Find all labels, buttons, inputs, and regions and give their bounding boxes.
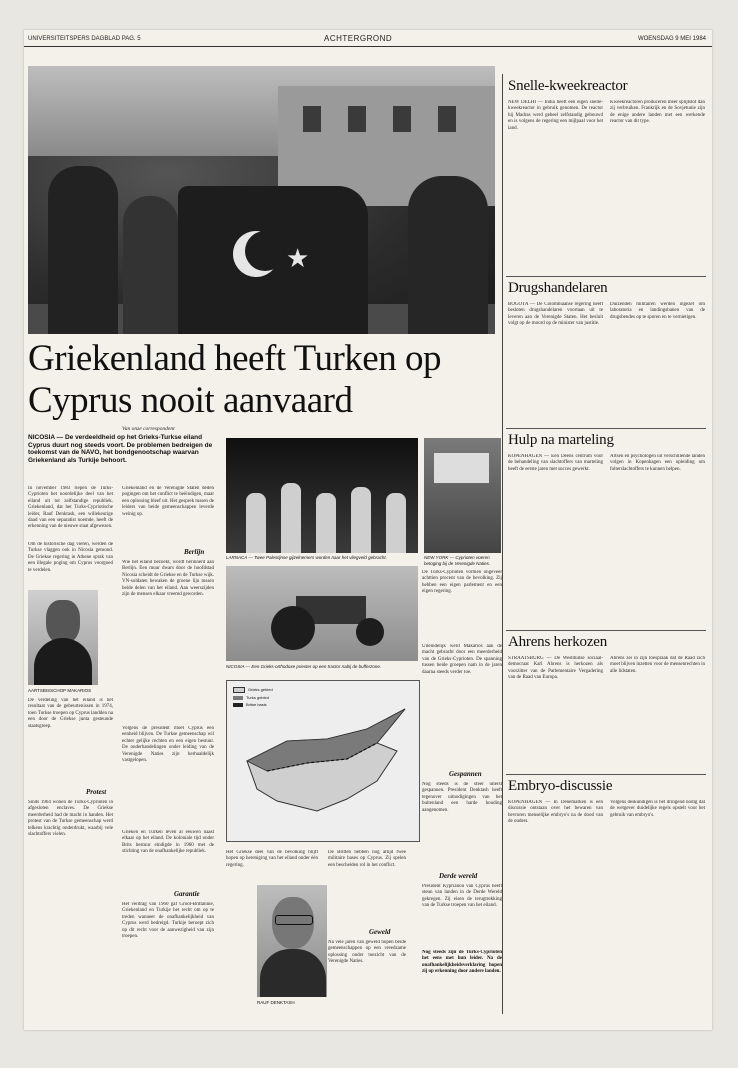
article-drugs-right: Duizenden militairen werden ingezet om laboratoria en landingsbanen van de drugsbendes op te sporen en te vernietigen. — [610, 302, 705, 320]
col1-text-mid: Om de historische dag vieren, werden de Turkse vlaggen ook in Nicosia getoond. De Griekse regering in Athene sprak van een illegale poging om Cyprus voorgoed te verdelen. — [28, 542, 113, 573]
photo-makarios — [28, 590, 98, 685]
article-hulp-right: Artsen en psychologen uit verschillende landen volgen in Kopenhagen een opleiding om folterslachtoffers te kunnen helpen. — [610, 454, 705, 472]
subhead-berlijn: Berlijn — [184, 548, 205, 556]
title-ahrens-herkozen: Ahrens herkozen — [508, 634, 608, 650]
col3-text-bold: Nog steeds zijn de Turks-Cyprioten het eens met hun leider. Na de onafhankelijkheidsverklaring hopen zij op erkenning door andere landen. — [422, 950, 502, 975]
legend-item-greek: Grieks gebied — [233, 687, 273, 693]
photo-denktash — [257, 885, 327, 997]
lead-paragraph: NICOSIA — De verdeeldheid op het Grieks-Turkse eiland Cyprus duurt nog steeds voort. De problemen bedreigen de toekomst van de NAVO, het bondgenootschap waarvan Griekenland als Turkije behoort. — [28, 434, 213, 464]
article-ahrens-right: Ahrens zei in zijn toespraak dat de Raad zich moet blijven inzetten voor de mensenrechten in alle lidstaten. — [610, 656, 705, 674]
main-headline: Griekenland heeft Turken op Cyprus nooit aanvaard — [28, 338, 441, 421]
col2-text-berlijn: Wie het eiland bezoekt, wordt herinnerd aan Berlijn. Een muur dwars door de hoofdstad Nicosia scheidt de Griekse en de Turkse wijk. VN-soldaten bewaken de groene lijn tussen beide delen van het eiland. Aan weerszijden zijn de mensen elkaar vreemd geworden. — [122, 560, 214, 598]
article-embryo-left: KOPENHAGEN — In Denemarken is een discussie ontstaan over het bewaren van bevroren menselijke embryo's na de dood van de ouders. — [508, 800, 603, 825]
main-photo-flag — [28, 66, 495, 334]
col2-text-top: Griekenland en de Verenigde Staten deden pogingen om het conflict te beëindigen, maar een oplossing bleef uit. Het gesprek tussen de leiders van beide gemeenschappen leverde weinig op. — [122, 486, 214, 517]
correspondent-line: Van onze correspondent — [122, 426, 175, 432]
photo-newyork — [424, 438, 501, 553]
photo-larnaca — [226, 438, 418, 553]
legend-item-turkish: Turks gebied — [233, 695, 273, 700]
legend-item-british: Britse basis — [233, 702, 273, 707]
sidebar-separator — [506, 276, 706, 277]
subhead-geweld: Geweld — [369, 928, 391, 936]
col2b-text-geweld: Na vele jaren van geweld hopen beide gemeenschappen op een vreedzame oplossing onder toezicht van de Verenigde Naties. — [328, 940, 406, 965]
subhead-gespannen: Gespannen — [449, 770, 482, 778]
sidebar-separator — [506, 630, 706, 631]
sidebar-separator — [506, 428, 706, 429]
article-kweek-right: Kweekreactoren produceren meer splijtstof dan zij verbruiken. Frankrijk en de Sovjetunie zijn de enige andere landen met een werkende reactor van dit type. — [610, 100, 705, 125]
caption-makarios: AARTSBISSCHOP MAKARIOS — [28, 688, 92, 693]
article-hulp-left: KOPENHAGEN — Een Deens centrum voor de behandeling van slachtoffers van marteling heeft de eerste jaren met succes gewerkt. — [508, 454, 603, 472]
col1-text-top: In november 1983 riepen de Turks-Cyprioten het noordelijke deel van het eiland uit tot zelfstandige republiek. Griekenland, dat het Turks-Cypriotische leider, Rauf Denktash, een willekeurige daad van een separatist noemde, heeft de erkenning van de nieuwe staat afgewezen. — [28, 486, 113, 530]
header-left: UNIVERSITEITSPERS DAGBLAD PAG. 5 — [28, 36, 141, 42]
sidebar-divider — [502, 74, 503, 1014]
caption-larnaca: LARNACA — Twee Palestijnse gijzelnemers worden naar het vliegveld gebracht. — [226, 555, 387, 560]
subhead-protest: Protest — [86, 788, 107, 796]
page-header — [24, 30, 712, 47]
caption-nicosia: NICOSIA — Een Grieks-orthodoxe priester op een tractor nabij de bufferzone. — [226, 664, 382, 669]
article-kweek-left: NEW DELHI — India heeft een eigen snelle-kweekreactor in gebruik genomen. De reactor bij Madras werd geheel zelfstandig gebouwd en is volgens de regering een mijlpaal voor het land. — [508, 100, 603, 131]
title-embryo-discussie: Embryo-discussie — [508, 778, 613, 794]
col1-text-protest: Sinds 1964 wonen de Turks-Cyprioten in afgesloten enclaves. De Griekse meerderheid had de macht in handen. Het protest van de Turkse gemeenschap werd telkens krachtig onderdrukt, waarbij vele slachtoffers vielen. — [28, 800, 113, 838]
col2b-text-top: Het Griekse deel van de bevolking blijft hopen op hereniging van het eiland onder één regering. — [226, 850, 318, 868]
col2-text-garantie: Het verdrag van 1960 gaf Groot-Brittannië, Griekenland en Turkije het recht om op te treden wanneer de onafhankelijkheid van Cyprus werd bedreigd. Turkije beroept zich op dit recht voor de aanwezigheid van zijn troepen. — [122, 902, 214, 940]
map-legend — [233, 687, 273, 709]
article-embryo-right: Volgens deskundigen is het dringend nodig dat de wetgever duidelijke regels opstelt voor het gebruik van embryo's. — [610, 800, 705, 818]
photo-tractor — [226, 566, 418, 661]
col2b-text-mid: De Britten hebben nog altijd twee militaire bases op Cyprus. Zij spelen een bescheiden rol in het conflict. — [328, 850, 406, 868]
header-date: WOENSDAG 9 MEI 1984 — [637, 36, 706, 42]
caption-newyork: NEW YORK — Cyprioten voeren betoging bij de Verenigde Naties. — [424, 555, 491, 566]
col2-text-low: Grieken en Turken leven al eeuwen naast elkaar op het eiland. De koloniale tijd onder Brits bestuur eindigde in 1960 met de stichting van de onafhankelijke republiek. — [122, 830, 214, 855]
col3-text-gespannen: Nog steeds is de sfeer uiterst gespannen. President Denktash heeft tegenover uitnodigingen van het buitenland een harde houding aangenomen. — [422, 782, 502, 813]
section-title: ACHTERGROND — [324, 34, 393, 43]
sidebar-separator — [506, 774, 706, 775]
col1-text-after: De verdeling van het eiland is het resultaat van de gebeurtenissen in 1974, toen Turkse troepen op Cyprus landden na een door de Griekse junta gesteunde staatsgreep. — [28, 698, 113, 729]
col3-text-top: De Turks-Cyprioten vormen ongeveer achttien procent van de bevolking. Zij hebben een eigen parlement en een eigen regering. — [422, 570, 502, 595]
caption-denktash: RAUF DENKTASH — [257, 1000, 295, 1005]
col3-text-mid: Uiteindelijk werd Makarios aan de macht gebracht door een meerderheid van de Grieks-Cyprioten. De spanning tussen beide groepen nam in de jaren daarna steeds verder toe. — [422, 644, 502, 675]
star-icon: ★ — [286, 244, 310, 274]
article-drugs-left: BOGOTA — De Colombiaanse regering heeft besloten drugshandelaren voortaan uit te leveren aan de Verenigde Staten. Het besluit volgt op de moord op de minister van justitie. — [508, 302, 603, 327]
subhead-garantie: Garantie — [174, 890, 200, 898]
article-ahrens-left: STRAATSBURG — De Westduitse sociaal-democraat Karl Ahrens is herkozen als voorzitter van de Parlementaire Vergadering van de Raad van Europa. — [508, 656, 603, 681]
subhead-derde-wereld: Derde wereld — [439, 872, 478, 880]
col3-text-derde: President Kyprianou van Cyprus heeft steun van landen in de Derde Wereld gekregen. Zij eisen de terugtrekking van de Turkse troepen van het eiland. — [422, 884, 502, 909]
newspaper-page — [24, 30, 712, 1030]
title-hulp-na-marteling: Hulp na marteling — [508, 432, 614, 448]
title-snelle-kweekreactor: Snelle-kweekreactor — [508, 78, 628, 94]
title-drugshandelaren: Drugshandelaren — [508, 280, 608, 296]
cyprus-map — [226, 680, 420, 842]
col2-text-mid: Volgens de president moet Cyprus een eenheid blijven. De Turkse gemeenschap wil echter gelijke rechten en een eigen bestuur. De onderhandelingen onder leiding van de Verenigde Naties zijn herhaaldelijk vastgelopen. — [122, 726, 214, 764]
